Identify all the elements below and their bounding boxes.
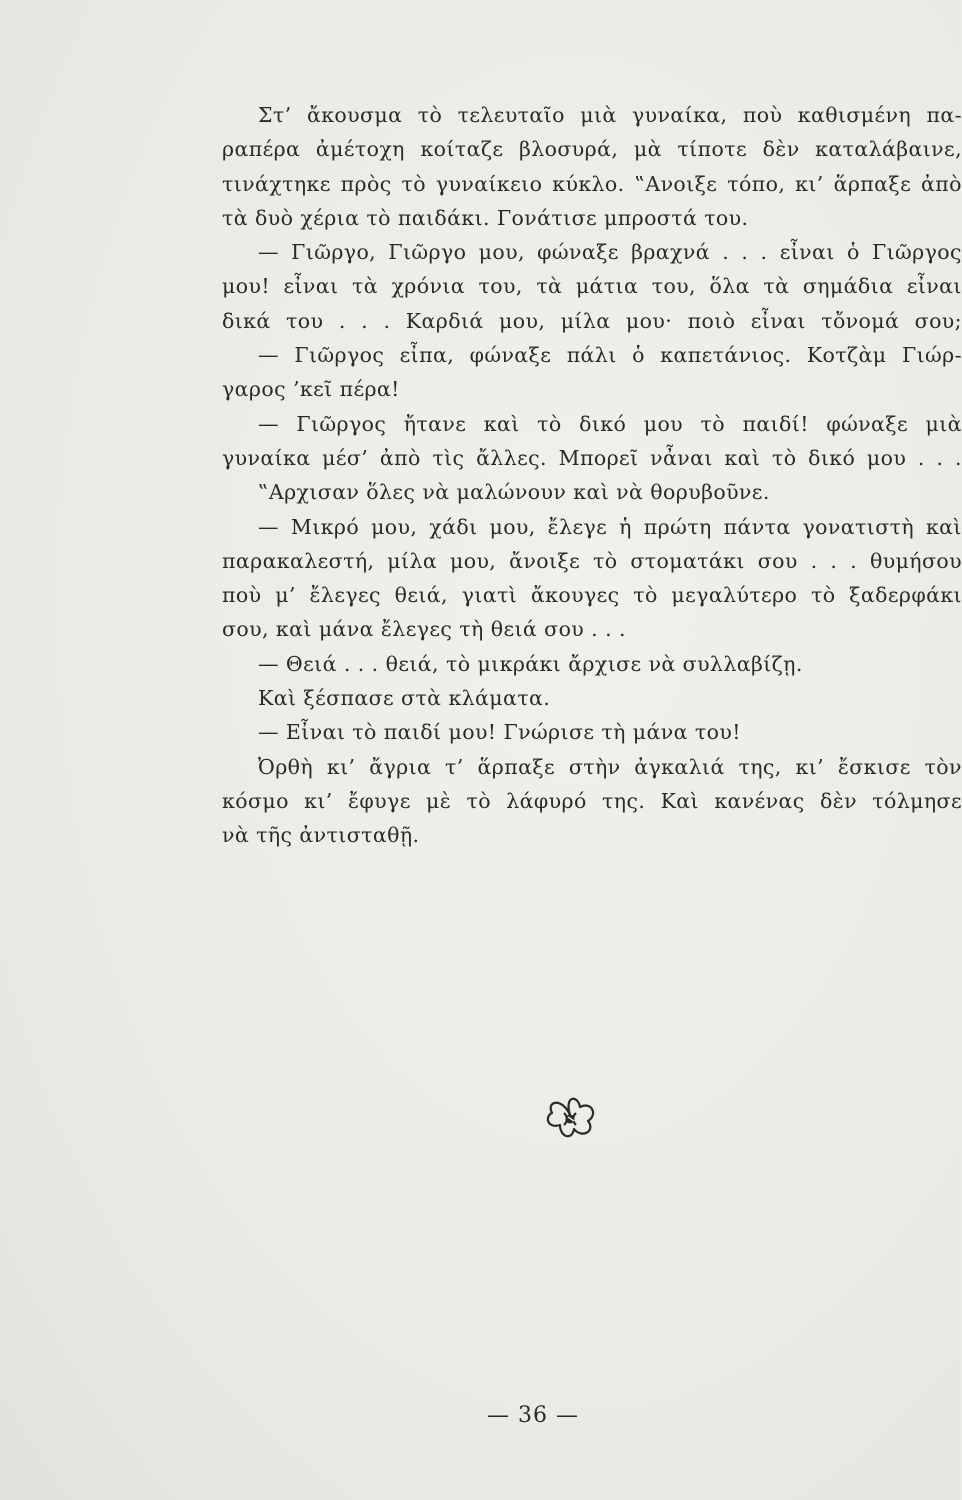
text-line: ποὺ μ’ ἔλεγες θειά, γιατὶ ἄκουγες τὸ μεγαλύτερο τὸ ξαδερφάκι (222, 583, 962, 608)
text-line: — Γιῶργος εἶπα, φώναξε πάλι ὁ καπετάνιος. Κοτζὰμ Γιώρ- (258, 343, 962, 368)
text-line: γαρος ’κεῖ πέρα! (222, 377, 400, 402)
page-number: — 36 — (487, 1403, 579, 1428)
body-text (222, 98, 962, 853)
text-line: τινάχτηκε πρὸς τὸ γυναίκειο κύκλο. ‟Ανοιξε τόπο, κι’ ἅρπαξε ἀπὸ (222, 171, 962, 196)
text-line: Στ’ ἄκουσμα τὸ τελευταῖο μιὰ γυναίκα, ποὺ καθισμένη πα- (258, 103, 962, 127)
text-line: σου, καὶ μάνα ἔλεγες τὴ θειά σου . . . (222, 617, 626, 642)
text-line: Ὀρθὴ κι’ ἄγρια τ’ ἅρπαξε στὴν ἀγκαλιά της, κι’ ἔσκισε τὸν (258, 754, 962, 779)
text-line: μου! εἶναι τὰ χρόνια του, τὰ μάτια του, ὅλα τὰ σημάδια εἶναι (222, 274, 962, 299)
text-line: — Θειά . . . θειά, τὸ μικράκι ἄρχισε νὰ συλλαβίζῃ. (258, 651, 803, 676)
flower-ornament-icon (538, 1087, 602, 1151)
text-line: τὰ δυὸ χέρια τὸ παιδάκι. Γονάτισε μπροστά του. (222, 205, 749, 230)
text-line: γυναίκα μέσ’ ἀπὸ τὶς ἄλλες. Μπορεῖ νἆναι καὶ τὸ δικό μου . . . (222, 445, 962, 470)
text-line: — Γιῶργος ἤτανε καὶ τὸ δικό μου τὸ παιδί! φώναξε μιὰ (258, 411, 962, 436)
text-line: — Γιῶργο, Γιῶργο μου, φώναξε βραχνά . . . εἶναι ὁ Γιῶργος (258, 240, 962, 265)
text-line: Καὶ ξέσπασε στὰ κλάματα. (258, 686, 551, 711)
text-line: κόσμο κι’ ἔφυγε μὲ τὸ λάφυρό της. Καὶ κανένας δὲν τόλμησε (222, 788, 962, 813)
text-line: νὰ τῆς ἀντισταθῇ. (222, 823, 420, 848)
text-line: παρακαλεστή, μίλα μου, ἄνοιξε τὸ στοματάκι σου . . . θυμήσου (222, 548, 962, 573)
text-line: — Εἶναι τὸ παιδί μου! Γνώρισε τὴ μάνα του! (258, 720, 741, 745)
text-line: ‟Αρχισαν ὅλες νὰ μαλώνουν καὶ νὰ θορυβοῦνε. (258, 480, 770, 505)
text-line: δικά του . . . Καρδιά μου, μίλα μου· ποιὸ εἶναι τὄνομά σου; (222, 308, 962, 333)
text-line: — Μικρό μου, χάδι μου, ἔλεγε ἡ πρώτη πάντα γονατιστὴ καὶ (258, 514, 962, 539)
text-line: ραπέρα ἀμέτοχη κοίταζε βλοσυρά, μὰ τίποτε δὲν καταλάβαινε, (222, 137, 962, 162)
